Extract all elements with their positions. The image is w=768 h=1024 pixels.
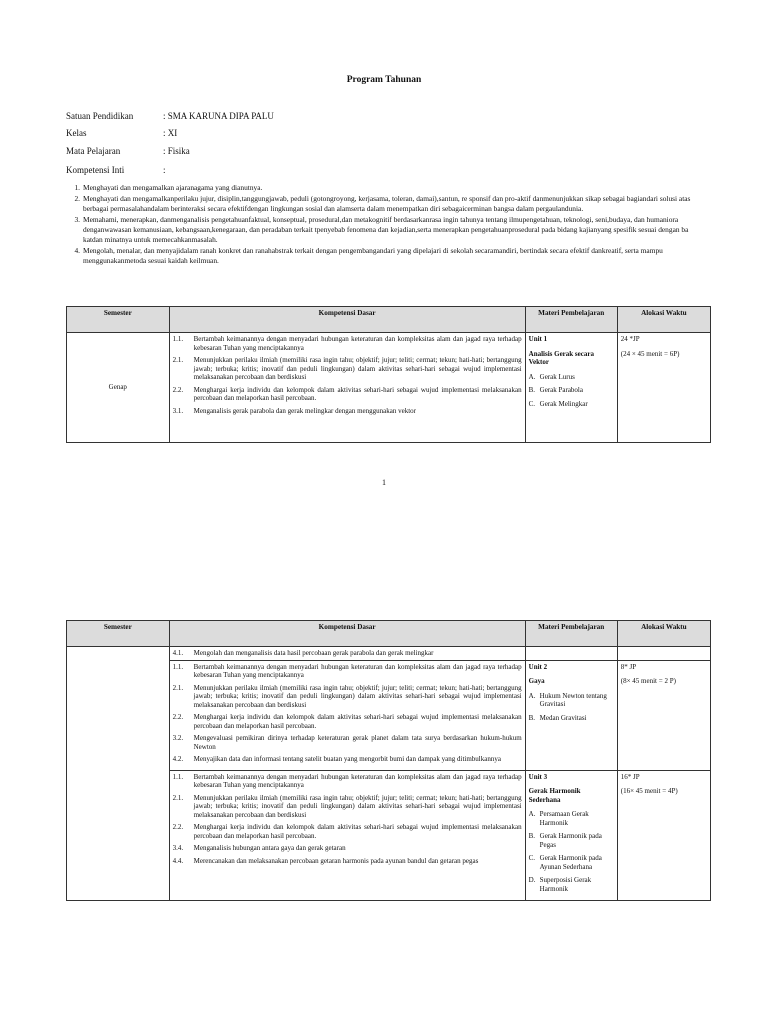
kd-item [173, 823, 522, 840]
kd-number: 2.2. [172, 385, 184, 394]
kd-item [173, 386, 522, 403]
materi-subitem [529, 692, 614, 709]
kd-text: Menyajikan data dan informasi tentang satelit buatan yang mengorbit bumi dan dampak yang ditimbulkannya [193, 755, 501, 763]
kd-item [173, 407, 522, 416]
materi-title: Analisis Gerak secara Vektor [528, 349, 594, 366]
subitem-text: Gerak Harmonik pada Pegas [539, 832, 602, 849]
materi-title: Gaya [528, 677, 545, 685]
table-row [67, 333, 711, 443]
meta-kompetensi-inti [66, 165, 166, 175]
ki-number: 2. [74, 194, 80, 203]
materi-subitem [529, 832, 614, 849]
kd-text: Bertambah keimanannya dengan menyadari hubungan keteraturan dan kompleksitas alam dan jagad raya terhadap kebesaran Tuhan yang menciptakannya [193, 335, 522, 352]
kd-item [173, 794, 522, 820]
header-semester: Semester [67, 307, 170, 333]
kd-item [173, 844, 522, 853]
materi-subitem [529, 386, 614, 395]
kd-item [173, 734, 522, 751]
kd-number: 3.1. [172, 406, 184, 415]
kd-number: 2.1. [172, 356, 184, 364]
kd-cell [169, 647, 525, 661]
kd-number: 1.1. [172, 772, 184, 781]
alokasi-cell [617, 647, 710, 661]
materi-cell [525, 647, 617, 661]
subitem-text: Gerak Lurus [539, 372, 575, 381]
meta-kelas [66, 128, 177, 138]
kd-number: 4.2. [172, 755, 184, 763]
kd-number: 3.2. [172, 734, 184, 742]
meta-value: : XI [163, 128, 178, 138]
subitem-letter: A. [528, 691, 536, 700]
header-semester: Semester [67, 621, 170, 647]
kd-text: Menganalisis gerak parabola dan gerak melingkar dengan menggunakan vektor [193, 406, 416, 415]
meta-value: : Fisika [163, 146, 190, 156]
ki-item [66, 215, 702, 245]
kd-text: Merencanakan dan melaksanakan percobaan getaran harmonis pada ayunan bandul dan getaran pegas [193, 856, 479, 865]
header-kompetensi-dasar: Kompetensi Dasar [169, 621, 525, 647]
materi-subitem [529, 810, 614, 827]
table-header-row [67, 307, 711, 333]
kd-item [173, 684, 522, 710]
kd-text: Mengevaluasi pemikiran dirinya terhadap keteraturan gerak planet dalam tata surya berdasarkan hukum-hukum Newton [193, 734, 522, 751]
ki-text: Menghayati dan mengamalkan ajaranagama yang dianutnya. [83, 183, 263, 192]
kompetensi-inti-list [66, 183, 702, 267]
kd-text: Menghargai kerja individu dan kelompok dalam aktivitas sehari-hari sebagai wujud implementasi melaksanakan percobaan dan melaporkan hasil percobaan. [193, 385, 522, 402]
materi-cell [525, 333, 617, 443]
alokasi-jp: 24 *JP [620, 335, 640, 343]
kd-number: 2.1. [172, 793, 184, 802]
document-page-2 [0, 610, 768, 1024]
document-title: Program Tahunan [346, 75, 422, 85]
meta-value: : [163, 165, 166, 175]
alokasi-detail: (8× 45 menit = 2 P) [620, 677, 676, 685]
kd-number: 2.2. [172, 823, 184, 831]
ki-text: Mengolah, menalar, dan menyajidalam ranah konkret dan ranahabstrak terkait dengan pengembangandari yang dipelajari di sekolah secaramandiri, bertindak secara efektif dankreatif, serta mampu menggunakanmetoda sesuai kaidah keilmuan. [83, 246, 663, 265]
ki-number: 3. [74, 215, 80, 224]
document-page-1 [0, 0, 768, 500]
materi-subitem [529, 854, 614, 871]
materi-unit: Unit 2 [528, 662, 548, 671]
ki-item [66, 194, 702, 214]
semester-cell: Genap [67, 333, 170, 443]
materi-unit: Unit 1 [528, 335, 548, 343]
semester-cell [67, 647, 170, 901]
kd-text: Bertambah keimanannya dengan menyadari hubungan keteraturan dan kompleksitas alam dan jagad raya terhadap kebesaran Tuhan yang menciptakannya [193, 662, 522, 679]
materi-title: Gerak Harmonik Sederhana [528, 787, 581, 804]
materi-cell [525, 770, 617, 901]
ki-text: Menghayati dan mengamalkanperilaku jujur, disiplin,tanggungjawab, peduli (gotongroyong, kerjasama, toleran, damai),santun, re sponsif dan pro-aktif danmenunjukkan sikap sebagai bagiandari solusi atas berbagai permasalahandalam berinteraksi secara efektifdengan lingkungan sosial dan alamserta dalam menempatkan diri sebagaicerminan bangsa dalam pergaulandunia. [83, 194, 691, 213]
header-materi: Materi Pembelajaran [525, 307, 617, 333]
kd-text: Menunjukkan perilaku ilmiah (memiliki rasa ingin tahu; objektif; jujur; teliti; cermat; tekun; hati-hati; bertanggung jawab; terbuka; kritis; inovatif dan peduli lingkungan) dalam aktivitas sehari-hari sebagai wujud implementasi melaksanakan percobaan dan berdiskusi [193, 793, 522, 819]
subitem-letter: A. [528, 372, 536, 381]
meta-label: Mata Pelajaran [66, 146, 121, 156]
kd-item [173, 755, 522, 764]
subitem-letter: A. [528, 810, 536, 818]
kd-cell [169, 333, 525, 443]
ki-text: Memahami, menerapkan, danmenganalisis pengetahuanfaktual, konseptual, prosedural,dan metakognitif berdasarkanrasa ingin tahunya tentang ilmupengetahuan, teknologi, seni,budaya, dan humaniora denganwawasan kemanusiaan, kebangsaan,kenegaraan, dan peradaban terkait tpenyebab fenomena dan kejadian,serta menerapkan pengetahuanprosedural pada bidang kajianyang spesifik sesuai dengan ba katdan minatnya untuk memecahkanmasalah. [83, 215, 689, 244]
subitem-text: Superposisi Gerak Harmonik [539, 876, 592, 893]
materi-subitem [529, 876, 614, 893]
kd-text: Menunjukkan perilaku ilmiah (memiliki rasa ingin tahu; objektif; jujur; teliti; cermat; tekun; hati-hati; bertanggung jawab; terbuka; kritis; inovatif dan peduli lingkungan) dalam aktivitas sehari-hari sebagai wujud implementasi melaksanakan percobaan dan berdiskusi [193, 683, 522, 709]
meta-satuan-pendidikan [66, 111, 274, 121]
meta-label: Kelas [66, 128, 87, 138]
kd-text: Menghargai kerja individu dan kelompok dalam aktivitas sehari-hari sebagai wujud implementasi melaksanakan percobaan dan melaporkan hasil percobaan. [193, 713, 522, 730]
kd-item [173, 857, 522, 866]
alokasi-jp: 16* JP [620, 772, 640, 781]
subitem-letter: D. [528, 876, 536, 884]
materi-subitem [529, 400, 614, 409]
subitem-text: Hukum Newton tentang Gravitasi [539, 691, 607, 708]
meta-label: Kompetensi Inti [66, 165, 125, 175]
kd-number: 1.1. [172, 335, 184, 343]
materi-subitem [529, 373, 614, 382]
ki-item [66, 246, 702, 266]
kd-number: 2.2. [172, 713, 184, 721]
kd-cell [169, 660, 525, 770]
subitem-letter: B. [528, 713, 536, 722]
alokasi-jp: 8* JP [620, 662, 637, 671]
alokasi-detail: (16× 45 menit = 4P) [620, 787, 678, 795]
kd-item [173, 713, 522, 730]
program-table-2 [66, 620, 711, 901]
alokasi-detail: (24 × 45 menit = 6P) [620, 349, 680, 358]
meta-value: : SMA KARUNA DIPA PALU [163, 111, 274, 121]
header-alokasi: Alokasi Waktu [617, 621, 710, 647]
table-row [67, 647, 711, 661]
kd-number: 4.4. [172, 856, 184, 865]
materi-subitem [529, 714, 614, 723]
page-number: 1 [382, 478, 386, 487]
kd-text: Mengolah dan menganalisis data hasil percobaan gerak parabola dan gerak melingkar [193, 649, 434, 657]
kd-item [173, 356, 522, 382]
kd-item [173, 649, 522, 658]
header-alokasi: Alokasi Waktu [617, 307, 710, 333]
kd-text: Bertambah keimanannya dengan menyadari hubungan keteraturan dan kompleksitas alam dan jagad raya terhadap kebesaran Tuhan yang menciptakannya [193, 772, 522, 789]
ki-item [66, 183, 702, 193]
subitem-text: Gerak Parabola [539, 386, 583, 394]
alokasi-cell [617, 660, 710, 770]
ki-number: 4. [74, 246, 80, 255]
program-table-1 [66, 306, 711, 443]
subitem-letter: B. [528, 386, 536, 394]
kd-text: Menganalisis hubungan antara gaya dan gerak getaran [193, 844, 346, 852]
subitem-letter: C. [528, 399, 536, 408]
header-materi: Materi Pembelajaran [525, 621, 617, 647]
kd-number: 4.1. [172, 649, 184, 657]
subitem-text: Gerak Harmonik pada Ayunan Sederhana [539, 854, 602, 871]
subitem-letter: C. [528, 854, 536, 862]
alokasi-cell [617, 333, 710, 443]
kd-item [173, 335, 522, 352]
alokasi-cell [617, 770, 710, 901]
materi-unit: Unit 3 [528, 772, 548, 781]
kd-number: 2.1. [172, 683, 184, 692]
subitem-letter: B. [528, 832, 536, 840]
subitem-text: Medan Gravitasi [539, 713, 587, 722]
kd-number: 3.4. [172, 844, 184, 852]
subitem-text: Persamaan Gerak Harmonik [539, 810, 589, 827]
meta-mata-pelajaran [66, 146, 190, 156]
ki-number: 1. [74, 183, 80, 192]
kd-text: Menunjukkan perilaku ilmiah (memiliki rasa ingin tahu; objektif; jujur; teliti; cermat; tekun; hati-hati; bertanggung jawab; terbuka; kritis; inovatif dan peduli lingkungan) dalam aktivitas sehari-hari sebagai wujud implementasi melaksanakan percobaan dan berdiskusi [193, 356, 522, 381]
subitem-text: Gerak Melingkar [539, 399, 588, 408]
kd-number: 1.1. [172, 662, 184, 671]
table-header-row [67, 621, 711, 647]
meta-label: Satuan Pendidikan [66, 111, 134, 121]
kd-text: Menghargai kerja individu dan kelompok dalam aktivitas sehari-hari sebagai wujud implementasi melaksanakan percobaan dan melaporkan hasil percobaan. [193, 823, 522, 840]
kd-item [173, 773, 522, 790]
kd-cell [169, 770, 525, 901]
materi-cell [525, 660, 617, 770]
page-gap [0, 500, 768, 610]
header-kompetensi-dasar: Kompetensi Dasar [169, 307, 525, 333]
kd-item [173, 663, 522, 680]
